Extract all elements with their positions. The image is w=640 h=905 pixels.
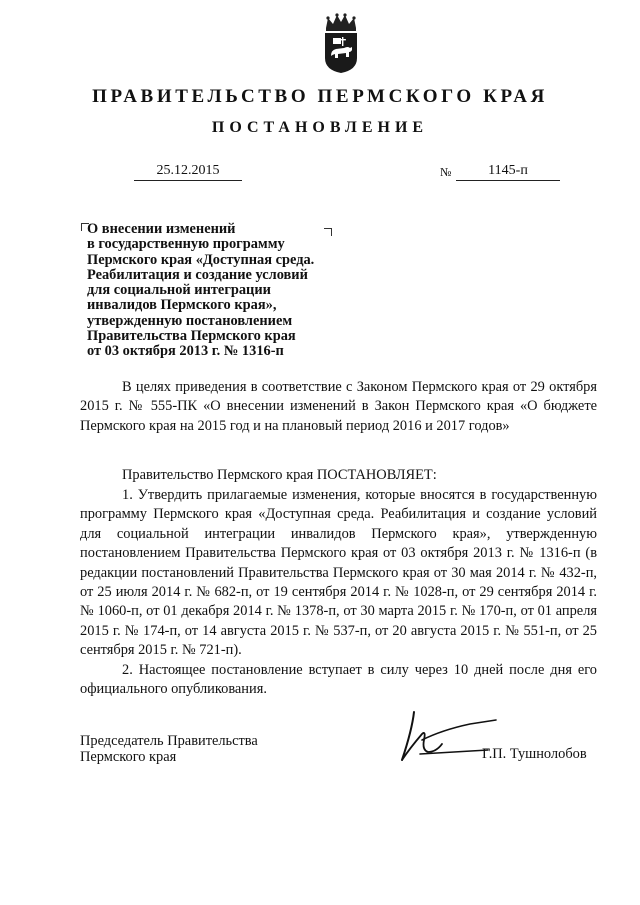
document-type: ПОСТАНОВЛЕНИЕ — [211, 119, 429, 136]
number-sign: № — [440, 165, 452, 179]
subject-line: Реабилитация и создание условий — [87, 266, 308, 283]
subject-line: для социальной интеграции — [87, 282, 271, 299]
document-number: 1145-п — [456, 162, 560, 181]
signer-name: Г.П. Тушнолобов — [482, 746, 587, 762]
subject-line: в государственную программу — [87, 236, 285, 253]
body-paragraph-item-2: 2. Настоящее постановление вступает в силу через 10 дней после дня его официального опубликования. — [80, 662, 597, 698]
subject-line: Пермского края «Доступная среда. — [87, 251, 315, 268]
subject-line: утвержденную постановлением — [87, 312, 293, 329]
subject-line: инвалидов Пермского края», — [87, 297, 277, 314]
signer-title-line: Председатель Правительства — [80, 733, 258, 749]
document-subject — [87, 222, 347, 360]
document-date: 25.12.2015 — [134, 162, 242, 181]
body-paragraph-preamble: В целях приведения в соответствие с Законом Пермского края от 29 октября 2015 г. № 555-ПК «О внесении изменений в Закон Пермского края «О бюджете Пермского края на 2015 год и на плановый период 2016 и 2017 годов» — [80, 379, 597, 434]
signer-title-line: Пермского края — [80, 748, 177, 765]
subject-line: Правительства Пермского края — [87, 328, 296, 345]
signer-title — [80, 734, 258, 765]
coat-of-arms-icon — [318, 12, 364, 74]
subject-line: от 03 октября 2013 г. № 1316-п — [87, 343, 284, 360]
body-paragraph-item-1: 1. Утвердить прилагаемые изменения, которые вносятся в государственную программу Пермского края «Доступная среда. Реабилитация и создание условий для социальной интеграции инвалидов Пермского края», утвержденную постановлением Правительства Пермского края от 03 октября 2013 г. № 1316-п (в редакции постановлений Правительства Пермского края от 30 мая 2014 г. № 432-п, от 25 июля 2014 г. № 682-п, от 19 сентября 2014 г. № 1028-п, от 29 сентября 2014 г. № 1060-п, от 01 декабря 2014 г. № 1378-п, от 30 марта 2015 г. № 170-п, от 01 апреля 2015 г. № 174-п, от 14 августа 2015 г. № 537-п, от 20 августа 2015 г. № 551-п, от 25 сентября 2015 г. № 721-п). — [80, 487, 597, 659]
body-paragraph-resolves: Правительство Пермского края ПОСТАНОВЛЯЕТ: — [122, 467, 437, 483]
subject-line: О внесении изменений — [87, 221, 236, 237]
organization-title: ПРАВИТЕЛЬСТВО ПЕРМСКОГО КРАЯ — [92, 86, 548, 107]
